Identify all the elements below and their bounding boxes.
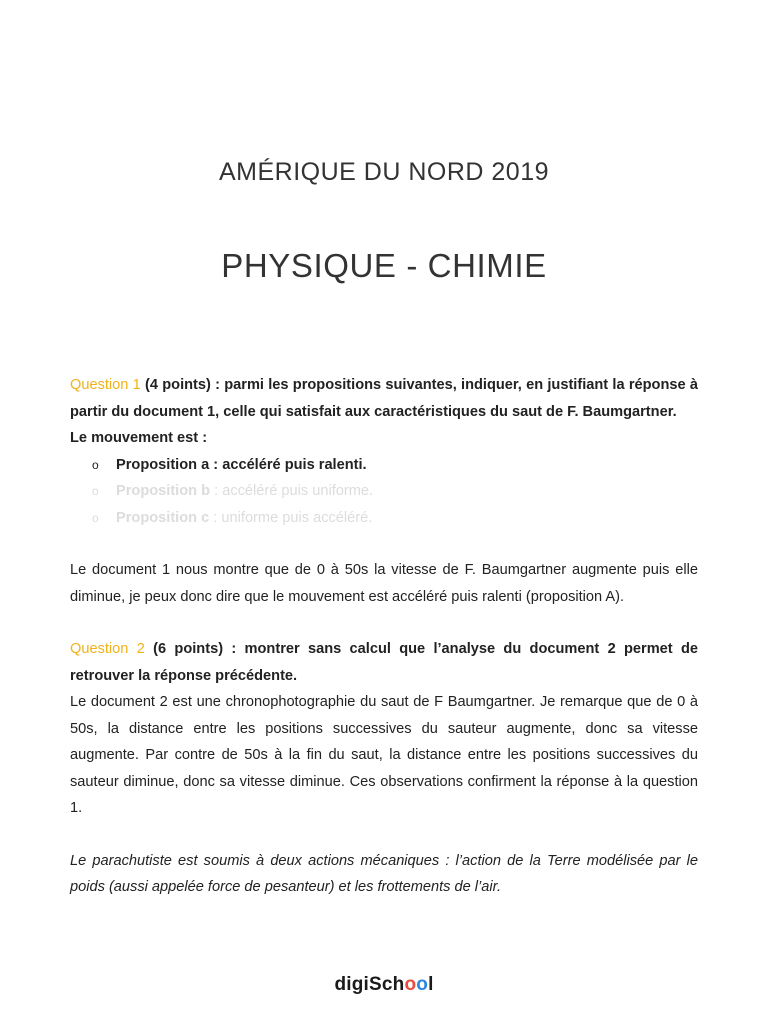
proposition-b-text: : accéléré puis uniforme. xyxy=(210,483,374,499)
logo-o-blue: o xyxy=(416,974,429,995)
mechanics-note: Le parachutiste est soumis à deux actions mécaniques : l’action de la Terre modélisée par le poids (aussi appelée force de pesanteur) et les frottements de l’air. xyxy=(70,852,698,895)
proposition-b-label: Proposition b xyxy=(116,483,211,499)
exam-subtitle: AMÉRIQUE DU NORD 2019 xyxy=(218,158,550,186)
digischool-logo xyxy=(0,974,768,996)
list-item xyxy=(92,505,698,532)
proposition-c-label: Proposition c xyxy=(116,509,210,526)
question-1-lead: Le mouvement est : xyxy=(70,430,208,446)
bullet-icon: o xyxy=(92,510,99,525)
spacer xyxy=(70,531,698,557)
bullet-icon: o xyxy=(92,457,99,472)
logo-text-end: l xyxy=(428,974,434,995)
question-2-prompt xyxy=(70,636,698,689)
proposition-a-text: : accéléré puis ralenti. xyxy=(209,456,367,473)
bullet-icon: o xyxy=(92,484,99,498)
list-item xyxy=(92,478,698,505)
question-2-label: Question 2 xyxy=(70,641,145,657)
question-1-points: (4 points) : xyxy=(145,377,220,393)
question-1-prompt xyxy=(70,372,698,425)
question-2-answer: Le document 2 est une chronophotographie du saut de F Baumgartner. Je remarque que de 0 à 50s, la distance entre les positions successives du sauteur augmente, donc sa vitesse augmente. Par contre de 50s à la fin du saut, la distance entre les positions successives du sauteur diminue, donc sa vitesse diminue. Ces observations confirment la réponse à la question 1. xyxy=(70,694,698,816)
spacer xyxy=(70,822,698,848)
page-title: PHYSIQUE - CHIMIE xyxy=(221,247,547,284)
propositions-list xyxy=(70,452,698,532)
question-1-text: parmi les propositions suivantes, indiquer, en justifiant la réponse à partir du document 1, celle qui satisfait aux caractéristiques du saut de F. Baumgartner. xyxy=(70,377,698,420)
question-1-answer: Le document 1 nous montre que de 0 à 50s la vitesse de F. Baumgartner augmente puis elle diminue, je peux donc dire que le mouvement est accéléré puis ralenti (proposition A). xyxy=(70,562,698,605)
logo-text: digiSch xyxy=(334,974,405,995)
question-2-text: montrer sans calcul que l’analyse du document 2 permet de retrouver la réponse précédente. xyxy=(70,641,698,684)
spacer xyxy=(70,610,698,636)
list-item xyxy=(92,452,698,479)
question-2-points: (6 points) : xyxy=(153,641,237,657)
logo-o-red: o xyxy=(404,974,417,995)
proposition-a-label: Proposition a xyxy=(116,456,210,473)
question-1-label: Question 1 xyxy=(70,377,141,393)
document-body xyxy=(70,372,698,901)
proposition-c-text: : uniforme puis accéléré. xyxy=(209,509,373,526)
